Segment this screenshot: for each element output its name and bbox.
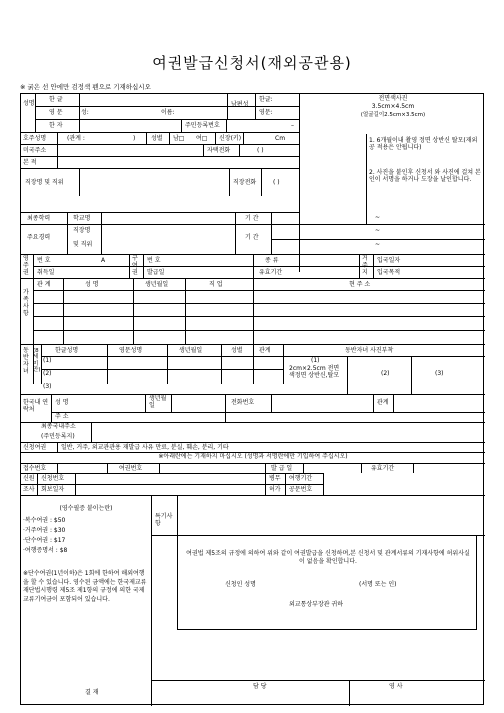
kr-dob-label: 생년월일	[149, 395, 167, 409]
english-label: 영 문	[49, 109, 63, 116]
family-name-header: 성 명	[85, 281, 99, 288]
josa-label: 조사	[23, 486, 35, 493]
reg-no-label: 주민등록번호	[185, 122, 220, 129]
spouse-hangul-label: 한글:	[259, 96, 273, 103]
companion-english-header: 영문성명	[119, 347, 143, 354]
photo-sub: (얼굴길이2.5cm×3.5cm)	[360, 112, 426, 118]
female-checkbox[interactable]: 여□	[196, 135, 208, 142]
companion-row-2: (2)	[43, 370, 52, 377]
family-rel-header: 관 계	[37, 281, 51, 288]
old-pass-kind-label: 종 류	[265, 257, 279, 264]
recipient-label: 외교통상부장관 귀하	[289, 601, 344, 608]
photo-note-1: 1. 6개월이내 촬영 정면 상반신 탈모(재외공 적용은 안됩니다)	[369, 137, 478, 151]
kr-name-label: 성 명	[55, 399, 69, 406]
fee-residence: ·거주여권 : $30	[23, 527, 66, 534]
spouse-name-label: 남편성	[231, 101, 249, 108]
photo-note-2: 2. 사진을 붙인후 신청서 와 사진에 걸쳐 본인이 서명을 하거나 도장을 날인합니다.	[369, 169, 481, 183]
work-phone-label: 직장전화	[233, 179, 257, 186]
passport-no-label: 여권번호	[119, 465, 143, 472]
householder-label: 호주성명	[23, 135, 47, 142]
hometown-label: 본 적	[23, 159, 37, 166]
companion-photo-header: 동반자녀 사진부착	[345, 347, 394, 354]
official-no-label: 공문번호	[289, 486, 313, 493]
photo-size: 3.5cm×4.5cm	[371, 103, 415, 110]
travel-period-label: 여행기간	[289, 475, 313, 482]
relation-label: (관계 :	[67, 135, 85, 142]
application-form	[20, 93, 484, 705]
companion-sex-header: 성별	[231, 347, 243, 354]
family-addr-header: 현 주 소	[349, 281, 371, 288]
valid-period-label: 유효기간	[371, 465, 395, 472]
fee-note: ※단수여권(1년이하)은 1회에 한하여 해외여행을 할 수 있습니다. 영수된 금액에는 한국제교류재단법시행령 제5조 제1항의 규정에 의한 국제교류기여금이 포함되어 있습니다.	[23, 570, 147, 604]
home-phone-paren: ( )	[257, 147, 264, 154]
old-pass-number-label: 번 호	[147, 257, 161, 264]
companion-dob-header: 생년월일	[179, 347, 203, 354]
entry-purpose-label: 입국목적	[377, 269, 401, 276]
career-period-label: 기 간	[245, 234, 259, 241]
sinwon-label: 신원	[23, 475, 35, 482]
job-label: 직장명 및 직위	[25, 179, 64, 186]
form-title: 여권발급신청서(재외공관용)	[152, 54, 352, 72]
companion-side-label: 동반자녀	[23, 347, 29, 375]
companion-hangul-header: 한글성명	[55, 347, 79, 354]
work-phone-paren: ( )	[273, 179, 280, 186]
us-address-label: 미국주소	[23, 147, 47, 154]
education-label: 최종학력	[27, 215, 51, 222]
pr-number-prefix: A	[101, 257, 106, 264]
heoga-label: 허가	[269, 486, 281, 493]
edu-period-label: 기 간	[245, 215, 259, 222]
hanja-label: 한 자	[49, 122, 63, 129]
reg-no-dash: –	[291, 122, 294, 129]
reply-date-label: 회보일자	[41, 486, 65, 493]
kr-phone-label: 전화번호	[231, 399, 255, 406]
old-passport-side: 구여권	[132, 255, 138, 276]
companion-rel-header: 관계	[259, 347, 271, 354]
companion-row-1: (1)	[43, 357, 52, 364]
male-checkbox[interactable]: 남□	[173, 135, 185, 142]
sex-label: 성별	[151, 135, 163, 142]
position-label: 및 직위	[73, 241, 93, 248]
photo-title: 전면색사진	[378, 95, 408, 102]
kr-address-label: 주 소	[55, 413, 69, 420]
family-dob-header: 생년월일	[145, 281, 169, 288]
companion-photo-desc: 2cm×2.5cm 전면색정면 상반신,탈모	[289, 365, 340, 379]
companion-row-3: (3)	[43, 383, 52, 390]
fee-travel-cert: ·여행증명서 : $8	[23, 547, 68, 554]
home-phone-label: 자택전화	[207, 147, 231, 154]
apply-type-label: 신청여권	[23, 444, 47, 451]
fee-title: (영수필증 붙이는란)	[59, 505, 113, 512]
pr-acq-date-label: 취득일	[37, 269, 55, 276]
last-kr-address-label: 최종국내주소	[41, 423, 76, 430]
companion-age-label: (8세미만)	[33, 348, 41, 373]
companion-photo-2: (2)	[381, 370, 390, 377]
passport-type-options[interactable]: 일반, 거주, 외교관관용 재발급 사유 만료, 분실, 훼손, 분리, 기타	[61, 444, 229, 451]
last-kr-address-sub: (주민등록지)	[41, 433, 75, 440]
approval-label: 결 재	[85, 689, 99, 696]
edu-period-tilde: ~	[375, 214, 381, 221]
companion-photo-3: (3)	[435, 370, 444, 377]
pr-side-label: 영주권	[23, 255, 29, 276]
given-name-label: 이름:	[161, 109, 175, 116]
entry-date-label: 입국일자	[377, 257, 401, 264]
height-unit: Cm	[275, 135, 286, 142]
charge-label: 담 당	[253, 683, 267, 690]
career-tilde-2: ~	[375, 241, 381, 248]
residence-side: 거주지	[362, 255, 368, 276]
surname-label: 성:	[81, 109, 89, 116]
family-side-label: 가족사항	[23, 289, 29, 317]
old-pass-valid-label: 유효기간	[259, 269, 283, 276]
consul-label: 영 사	[389, 683, 403, 690]
height-label: 신장(키)	[219, 135, 242, 142]
school-label: 학교명	[73, 215, 91, 222]
official-use-note: ※아래란에는 기재하지 마십시오 (성명과 서명란에만 기입하여 주십시오)	[158, 453, 348, 460]
instruction-note: ※ 굵은 선 안에만 검정색 펜으로 기재하십시오	[20, 83, 151, 91]
special-notes-label: 특기사항	[155, 513, 173, 527]
name-side-label: 성명	[23, 100, 35, 107]
inquiry-no-label: 신청번호	[41, 475, 65, 482]
kr-contact-label: 한국내 연락처	[23, 399, 49, 413]
spouse-english-label: 영문:	[259, 109, 273, 116]
signature-label[interactable]: (서명 또는 인)	[359, 581, 397, 588]
career-label: 주요경력	[27, 234, 51, 241]
korean-label: 한 글	[49, 96, 63, 103]
byungmu-label: 병무	[269, 475, 281, 482]
applicant-name-label: 신청인 성명	[225, 581, 256, 588]
fee-single: ·단수여권 : $17	[23, 537, 66, 544]
family-job-header: 직 업	[209, 281, 223, 288]
pr-number-label: 번 호	[37, 257, 51, 264]
relation-close: )	[133, 135, 136, 142]
company-label: 직장명	[73, 227, 91, 234]
issue-day-label: 발 급 일	[271, 465, 293, 472]
companion-photo-1: (1)	[311, 357, 320, 364]
kr-relation-label: 관계	[377, 399, 389, 406]
fee-multiple: ·복수여권 : $50	[23, 517, 66, 524]
career-tilde-1: ~	[375, 227, 381, 234]
receipt-no-label: 접수번호	[23, 465, 47, 472]
old-pass-issue-label: 발급일	[147, 269, 165, 276]
declaration-text: 여권법 제5조의 규정에 의하여 위와 같이 여권발급을 신청하며,본 신청서 및 관계서류의 기재사항에 허위사실이 없음을 확인합니다.	[186, 550, 470, 566]
